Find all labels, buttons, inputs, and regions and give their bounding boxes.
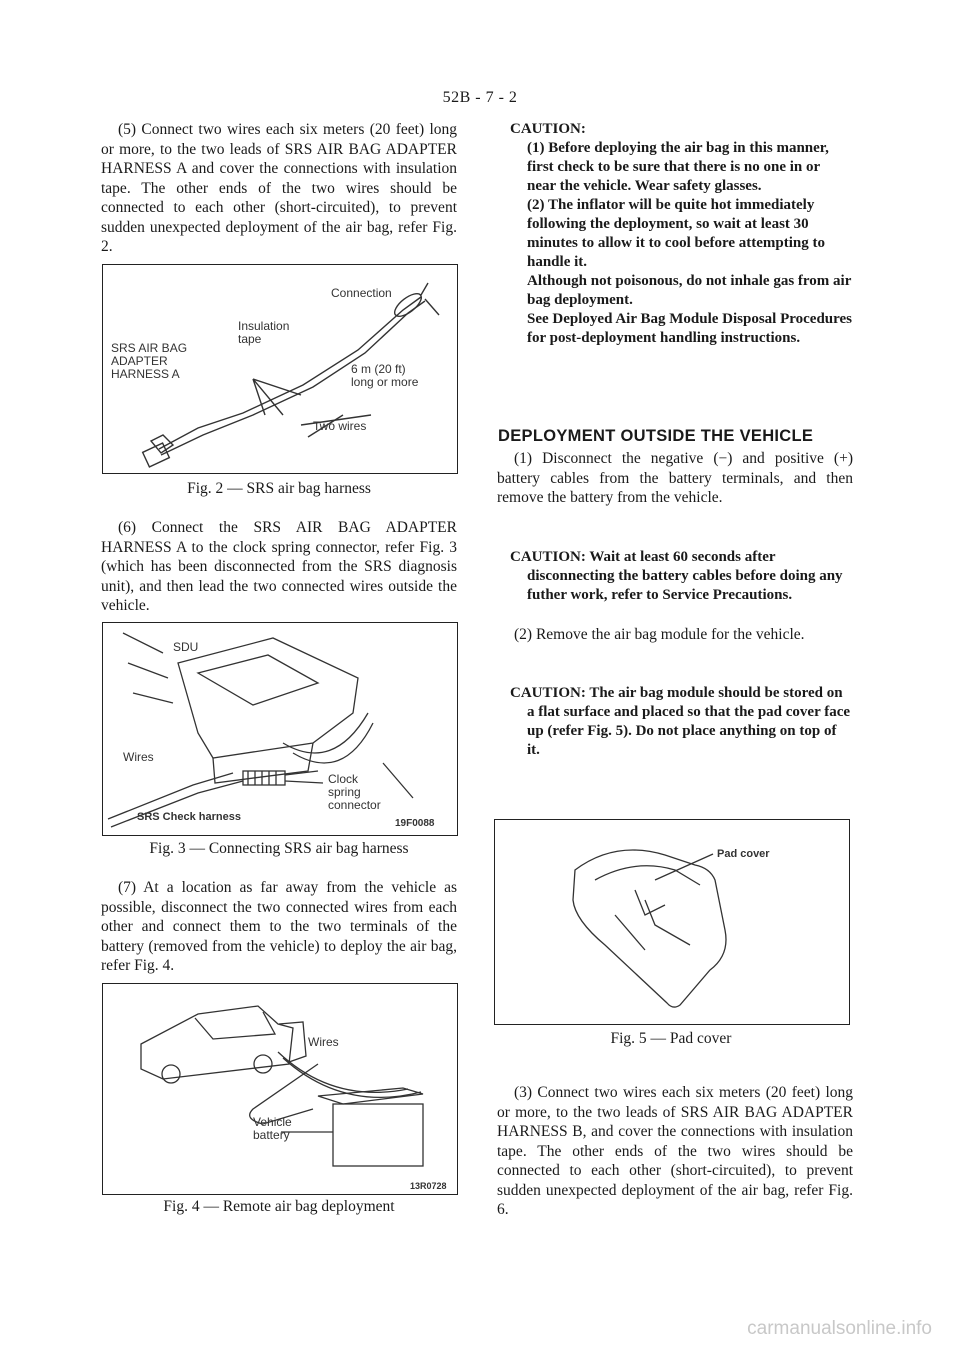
label-srs-check-harness: SRS Check harness [137,811,241,823]
caution-item-4: See Deployed Air Bag Module Disposal Procedures for post-deployment handling instructions. [527,311,853,346]
section-heading: DEPLOYMENT OUTSIDE THE VEHICLE [498,427,814,445]
label-two-wires: Two wires [313,419,367,433]
figure-4-caption: Fig. 4 — Remote air bag deployment [163,1198,395,1215]
figure-2-srs-harness [102,264,458,474]
figure-5-pad-cover [494,819,850,1025]
caution-box-2 [510,548,852,605]
label-wires: Wires [123,750,154,764]
label-pad-cover: Pad cover [717,848,770,860]
figure-3-code: 19F0088 [395,818,435,829]
label-wires-fig4: Wires [308,1035,339,1049]
caution-item-2: (2) The inflator will be quite hot immediately following the deployment, so wait at least 30 minutes to allow it to cool before attempting to handle it. [527,197,826,270]
caution-item-1: (1) Before deploying the air bag in this manner, first check to be sure that there is no one in or near the vehicle. Wear safety glasses. [527,140,829,194]
label-clock-spring-connector: Clock spring connector [328,772,381,812]
caution-item-3: Although not poisonous, do not inhale gas from air bag deployment. [527,273,852,308]
step-2-paragraph: (2) Remove the air bag module for the vehicle. [514,626,805,643]
watermark: carmanualsonline.info [747,1318,932,1339]
label-adapter-harness: SRS AIR BAG ADAPTER HARNESS A [111,341,188,381]
figure-4-remote-deployment [102,983,458,1195]
caution-heading: CAUTION: [510,121,586,137]
figure-2-caption: Fig. 2 — SRS air bag harness [187,480,371,497]
right-step-3 [497,1083,853,1220]
step-1-paragraph: (1) Disconnect the negative (−) and positive (+) battery cables from the battery terminals, and then remove the battery from the vehicle. [497,450,853,506]
label-insulation-tape: Insulation tape [238,319,290,346]
caution-3-text: CAUTION: The air bag module should be stored on a flat surface and placed so that the pad cover face up (refer Fig. 5). Do not place anything on top of it. [510,685,851,758]
step-3-paragraph: (3) Connect two wires each six meters (20 feet) long or more, to the two leads of SRS AIR BAG ADAPTER HARNESS B, and cover the connections with insulation tape. The other ends of the two wires should be connected to each other (short-circuited), to prevent sudden unexpected deployment of the air bag, refer Fig. 6. [497,1084,853,1218]
left-column [101,120,457,257]
label-wire-length: 6 m (20 ft) long or more [351,362,419,389]
figure-3-caption: Fig. 3 — Connecting SRS air bag harness [149,840,409,857]
step-7-paragraph: (7) At a location as far away from the vehicle as possible, disconnect the two connected wires from each other and connect them to the two terminals of the battery (removed from the vehicle) to deploy the air bag, refer Fig. 4. [101,879,457,974]
figure-4-code: 13R0728 [410,1181,447,1191]
right-step-1 [497,449,853,508]
caution-box-1 [510,120,852,348]
left-column-mid [101,518,457,616]
page-number: 52B - 7 - 2 [442,89,518,106]
label-vehicle-battery: Vehicle battery [253,1115,292,1142]
figure-5-caption: Fig. 5 — Pad cover [610,1030,732,1047]
step-5-paragraph: (5) Connect two wires each six meters (20 feet) long or more, to the two leads of SRS AIR BAG ADAPTER HARNESS A and cover the connections with insulation tape. The other ends of the two wires should be connected to each other (short-circuited), to prevent sudden unexpected deployment of the air bag, refer Fig. 2. [101,121,457,255]
sdu-illustration [103,623,457,835]
label-sdu: SDU [173,640,199,654]
figure-3-connecting-harness [102,622,458,836]
left-column-lower [101,878,457,976]
label-connection: Connection [331,286,392,300]
step-6-paragraph: (6) Connect the SRS AIR BAG ADAPTER HARNESS A to the clock spring connector, refer Fig. 3 (which has been disconnected from the SRS diagnosis unit), and then lead the two connected wires outside the vehicle. [101,519,457,614]
car-battery-illustration [103,984,457,1194]
caution-box-3 [510,684,852,760]
pad-cover-illustration [495,820,849,1024]
caution-2-text: CAUTION: Wait at least 60 seconds after disconnecting the battery cables before doing any futher work, refer to Service Precautions. [510,549,843,603]
right-step-2 [497,625,853,645]
